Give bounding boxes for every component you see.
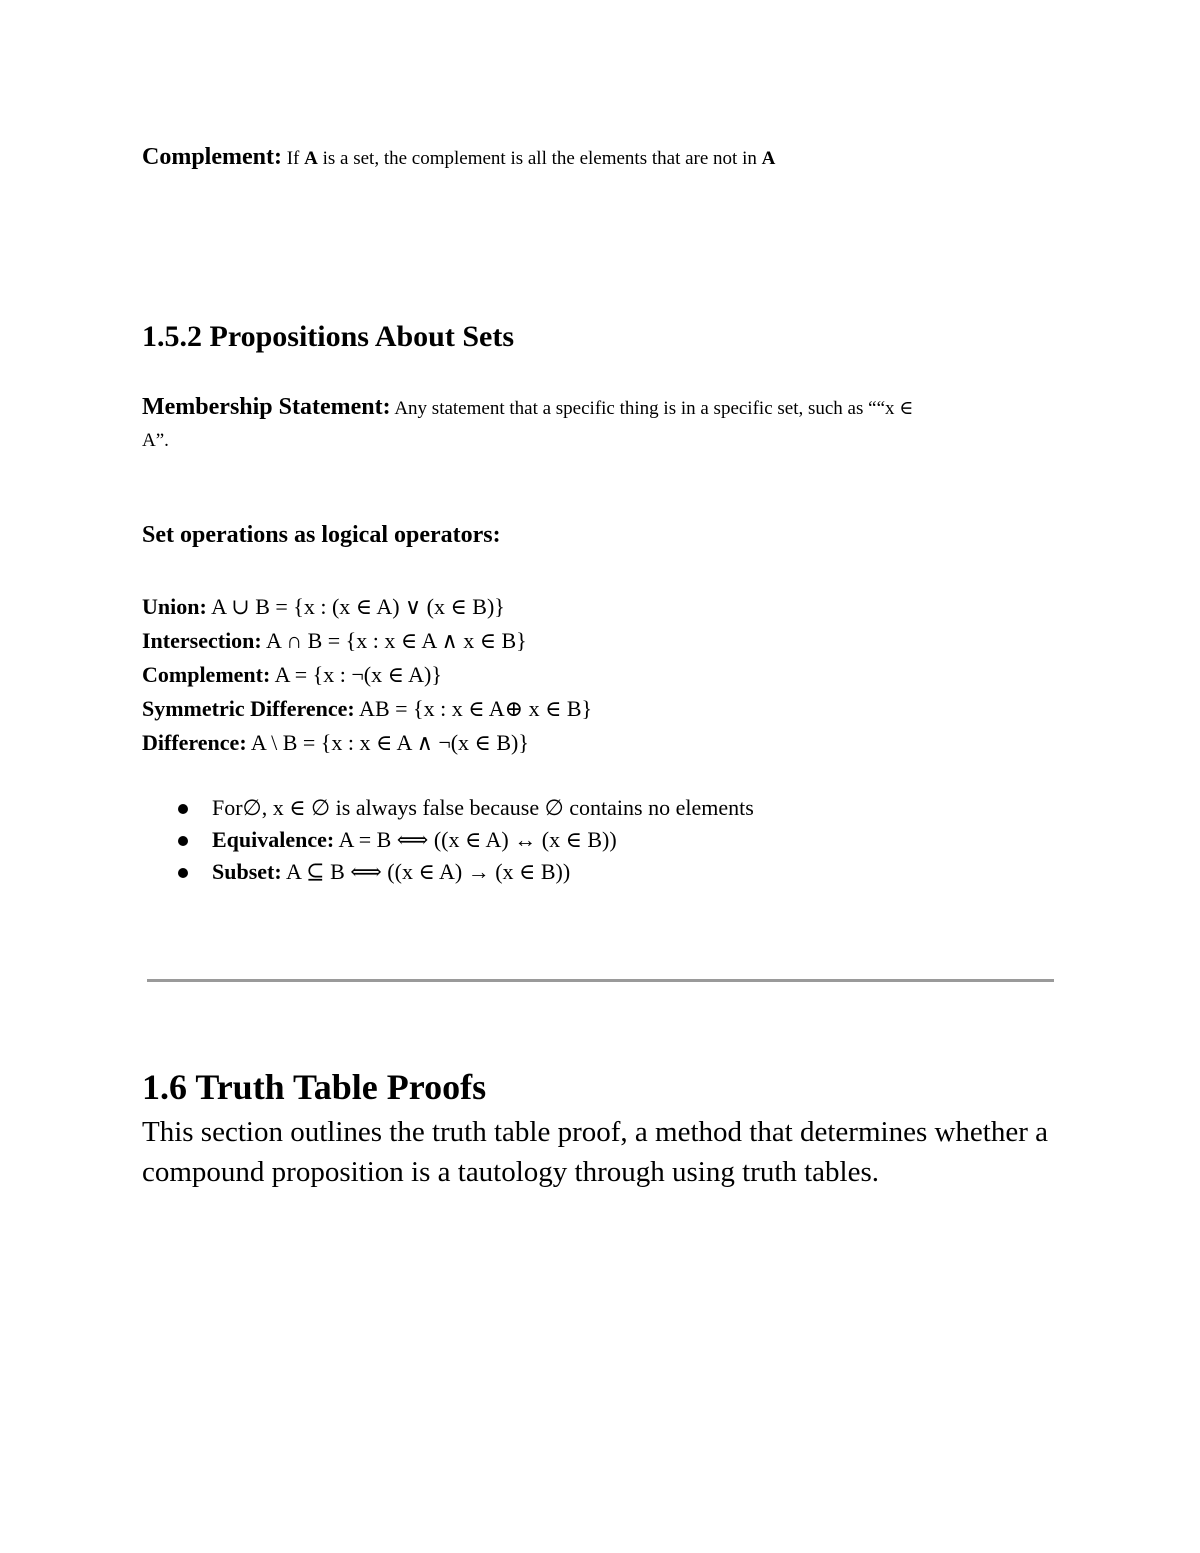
- bullet-text: A = B ⟺ ((x ∈ A) ↔ (x ∈ B)): [334, 827, 617, 852]
- op-term: Complement:: [142, 662, 271, 687]
- bullet-text: For∅, x ∈ ∅ is always false because ∅ contains no elements: [212, 795, 754, 820]
- membership-term: Membership Statement:: [142, 394, 391, 420]
- membership-statement: [142, 394, 913, 421]
- list-item: [178, 826, 754, 858]
- op-expression: A ∩ B = {x : x ∈ A ∧ x ∈ B}: [261, 628, 527, 653]
- membership-text-line2: A”.: [142, 430, 169, 451]
- bullet-dot: [178, 836, 188, 846]
- bullet-term: Equivalence:: [212, 827, 335, 852]
- bullet-term: Subset:: [212, 859, 282, 884]
- properties-list: [178, 794, 754, 890]
- membership-text-line1: Any statement that a specific thing is in a specific set, such as ““x ∈: [390, 398, 914, 419]
- set-operations-heading: Set operations as logical operators:: [142, 522, 501, 548]
- op-term: Difference:: [142, 730, 247, 755]
- section-152-heading: 1.5.2 Propositions About Sets: [142, 320, 515, 353]
- list-item: [178, 794, 754, 826]
- op-expression: A \ B = {x : x ∈ A ∧ ¬(x ∈ B)}: [246, 730, 529, 755]
- section-16-heading: 1.6 Truth Table Proofs: [142, 1067, 487, 1107]
- complement-text-2: is a set, the complement is all the elements that are not in: [317, 148, 762, 169]
- op-intersection: [142, 628, 527, 654]
- horizontal-divider: [147, 979, 1054, 982]
- op-symmetric-difference: [142, 696, 592, 722]
- complement-set-a-end: A: [761, 148, 776, 169]
- bullet-dot: [178, 868, 188, 878]
- complement-text-1: If: [281, 148, 305, 169]
- op-expression: AB = {x : x ∈ A⊕ x ∈ B}: [354, 696, 593, 721]
- op-difference: [142, 730, 529, 756]
- op-union: [142, 594, 505, 620]
- op-term: Union:: [142, 594, 207, 619]
- complement-definition: [142, 144, 775, 171]
- complement-term: Complement:: [142, 144, 282, 170]
- op-term: Intersection:: [142, 628, 262, 653]
- bullet-text: A ⊆ B ⟺ ((x ∈ A) → (x ∈ B)): [281, 859, 571, 884]
- op-complement: [142, 662, 442, 688]
- list-item: [178, 858, 754, 890]
- op-expression: A ∪ B = {x : (x ∈ A) ∨ (x ∈ B)}: [206, 594, 505, 619]
- section-16-paragraph: This section outlines the truth table proof, a method that determines whether a compound proposition is a tautology through using truth tables.: [142, 1116, 1048, 1188]
- bullet-dot: [178, 804, 188, 814]
- op-term: Symmetric Difference:: [142, 696, 355, 721]
- complement-set-a: A: [304, 148, 318, 169]
- op-expression: A = {x : ¬(x ∈ A)}: [270, 662, 442, 687]
